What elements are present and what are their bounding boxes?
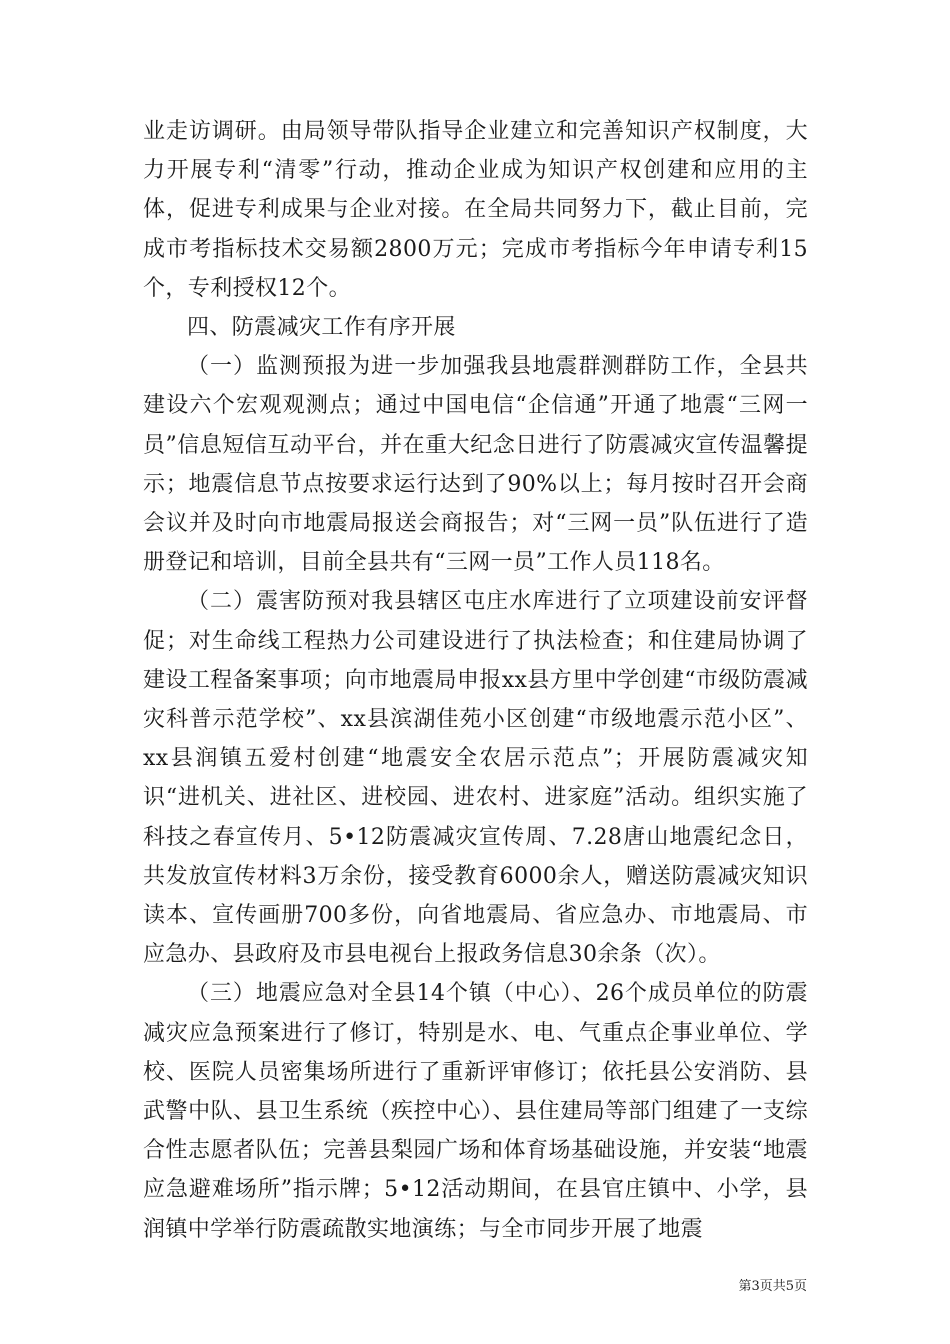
page-number: 第3页共5页 — [738, 1279, 807, 1294]
paragraph-prevention: （二）震害防预对我县辖区屯庄水库进行了立项建设前安评督促；对生命线工程热力公司建设进行了执法检查；和住建局协调了建设工程备案事项；向市地震局申报xx县方里中学创建“市级防震减灾科普示范学校”、xx县滨湖佳苑小区创建“市级地震示范小区”、xx县润镇五爱村创建“地震安全农居示范点”；开展防震减灾知识“进机关、进社区、进校园、进农村、进家庭”活动。组织实施了科技之春宣传月、5•12防震减灾宣传周、7.28唐山地震纪念日，共发放宣传材料3万余份，接受教育6000余人，赠送防震减灾知识读本、宣传画册700多份，向省地震局、省应急办、市地震局、市应急办、县政府及市县电视台上报政务信息30余条（次）。 — [143, 589, 808, 968]
document-body — [143, 112, 808, 1249]
paragraph-continuation: 业走访调研。由局领导带队指导企业建立和完善知识产权制度，大力开展专利“清零”行动，推动企业成为知识产权创建和应用的主体，促进专利成果与企业对接。在全局共同努力下，截止目前，完成市考指标技术交易额2800万元；完成市考指标今年申请专利15个，专利授权12个。 — [143, 119, 808, 301]
paragraph-emergency: （三）地震应急对全县14个镇（中心）、26个成员单位的防震减灾应急预案进行了修订，特别是水、电、气重点企事业单位、学校、医院人员密集场所进行了重新评审修订；依托县公安消防、县武警中队、县卫生系统（疾控中心）、县住建局等部门组建了一支综合性志愿者队伍；完善县梨园广场和体育场基础设施，并安装“地震应急避难场所”指示牌；5•12活动期间，在县官庄镇中、小学，县润镇中学举行防震疏散实地演练；与全市同步开展了地震 — [143, 981, 808, 1242]
section-heading: 四、防震减灾工作有序开展 — [187, 315, 456, 341]
paragraph-monitoring: （一）监测预报为进一步加强我县地震群测群防工作，全县共建设六个宏观观测点；通过中国电信“企信通”开通了地震“三网一员”信息短信互动平台，并在重大纪念日进行了防震减灾宣传温馨提示；地震信息节点按要求运行达到了90%以上；每月按时召开会商会议并及时向市地震局报送会商报告；对“三网一员”队伍进行了造册登记和培训，目前全县共有“三网一员”工作人员118名。 — [143, 354, 808, 576]
